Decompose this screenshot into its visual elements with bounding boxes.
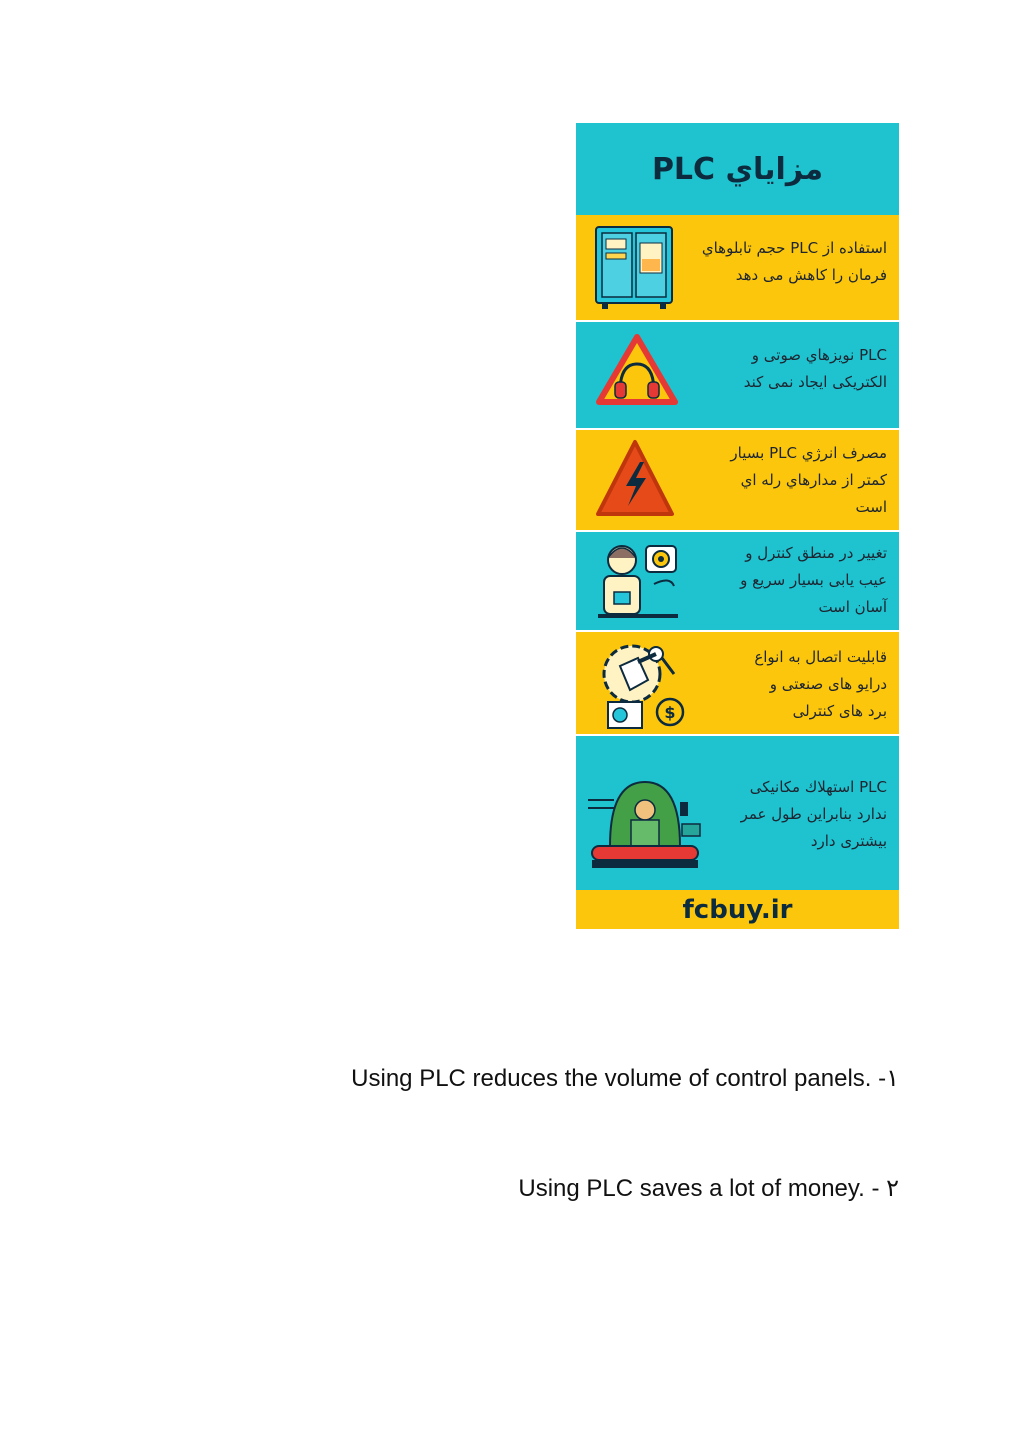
factory-worker-icon	[586, 772, 704, 872]
plc-advantages-infographic	[576, 123, 899, 929]
advantage-1-line-2: فرمان را كاهش مى دهد	[735, 266, 887, 284]
advantage-6-line-1: PLC استهلاك مكانيكى	[749, 778, 887, 796]
advantage-row-3	[576, 428, 899, 532]
body-line-1: Using PLC reduces the volume of control panels. -۱	[351, 1065, 899, 1092]
control-cabinet-icon	[594, 225, 674, 311]
advantage-1-line-1: استفاده از PLC حجم تابلوهاي	[701, 239, 887, 257]
advantage-3-line-1: مصرف انرژي PLC بسيار	[730, 444, 887, 462]
advantage-6-line-3: بيشترى دارد	[810, 832, 887, 850]
advantage-2-line-1: PLC نويزهاي صوتى و	[751, 346, 887, 364]
advantage-row-6	[576, 734, 899, 890]
advantage-text-4	[740, 540, 887, 621]
body-line-2: Using PLC saves a lot of money. - ۲	[518, 1175, 899, 1202]
advantage-4-line-1: تغيير در منطق كنترل و	[745, 544, 887, 562]
advantage-3-line-2: كمتر از مدارهاي رله اي	[740, 471, 887, 489]
electric-hazard-icon	[594, 438, 676, 522]
advantage-text-1	[702, 235, 887, 289]
svg-text:$: $	[664, 703, 676, 722]
advantage-6-line-2: ندارد بنابراين طول عمر	[740, 805, 887, 823]
advantage-4-line-2: عيب يابى بسيار سريع و	[740, 571, 887, 589]
advantage-text-2	[744, 342, 887, 396]
advantage-row-2	[576, 320, 899, 430]
advantage-3-line-3: است	[855, 498, 887, 516]
infographic-header	[576, 123, 899, 215]
advantage-2-line-2: الكتريكى ايجاد نمى كند	[743, 373, 887, 391]
advantage-row-1	[576, 215, 899, 320]
industrial-robot-arm-icon	[598, 640, 688, 730]
advantage-row-5	[576, 630, 899, 736]
infographic-title: مزاياي PLC	[651, 151, 824, 187]
footer-website: fcbuy.ir	[682, 894, 793, 925]
engineer-settings-icon	[594, 540, 682, 622]
noise-warning-icon	[596, 334, 678, 406]
advantage-row-4	[576, 530, 899, 632]
advantage-5-line-2: درايو هاى صنعتى و	[769, 675, 887, 693]
advantage-5-line-3: برد هاى كنترلى	[792, 702, 887, 720]
advantage-4-line-3: آسان است	[818, 598, 887, 616]
advantage-text-6	[741, 774, 887, 855]
advantage-text-3	[730, 440, 887, 521]
advantage-5-line-1: قابليت اتصال به انواع	[754, 648, 887, 666]
infographic-footer	[576, 890, 899, 929]
advantage-text-5	[754, 644, 887, 725]
